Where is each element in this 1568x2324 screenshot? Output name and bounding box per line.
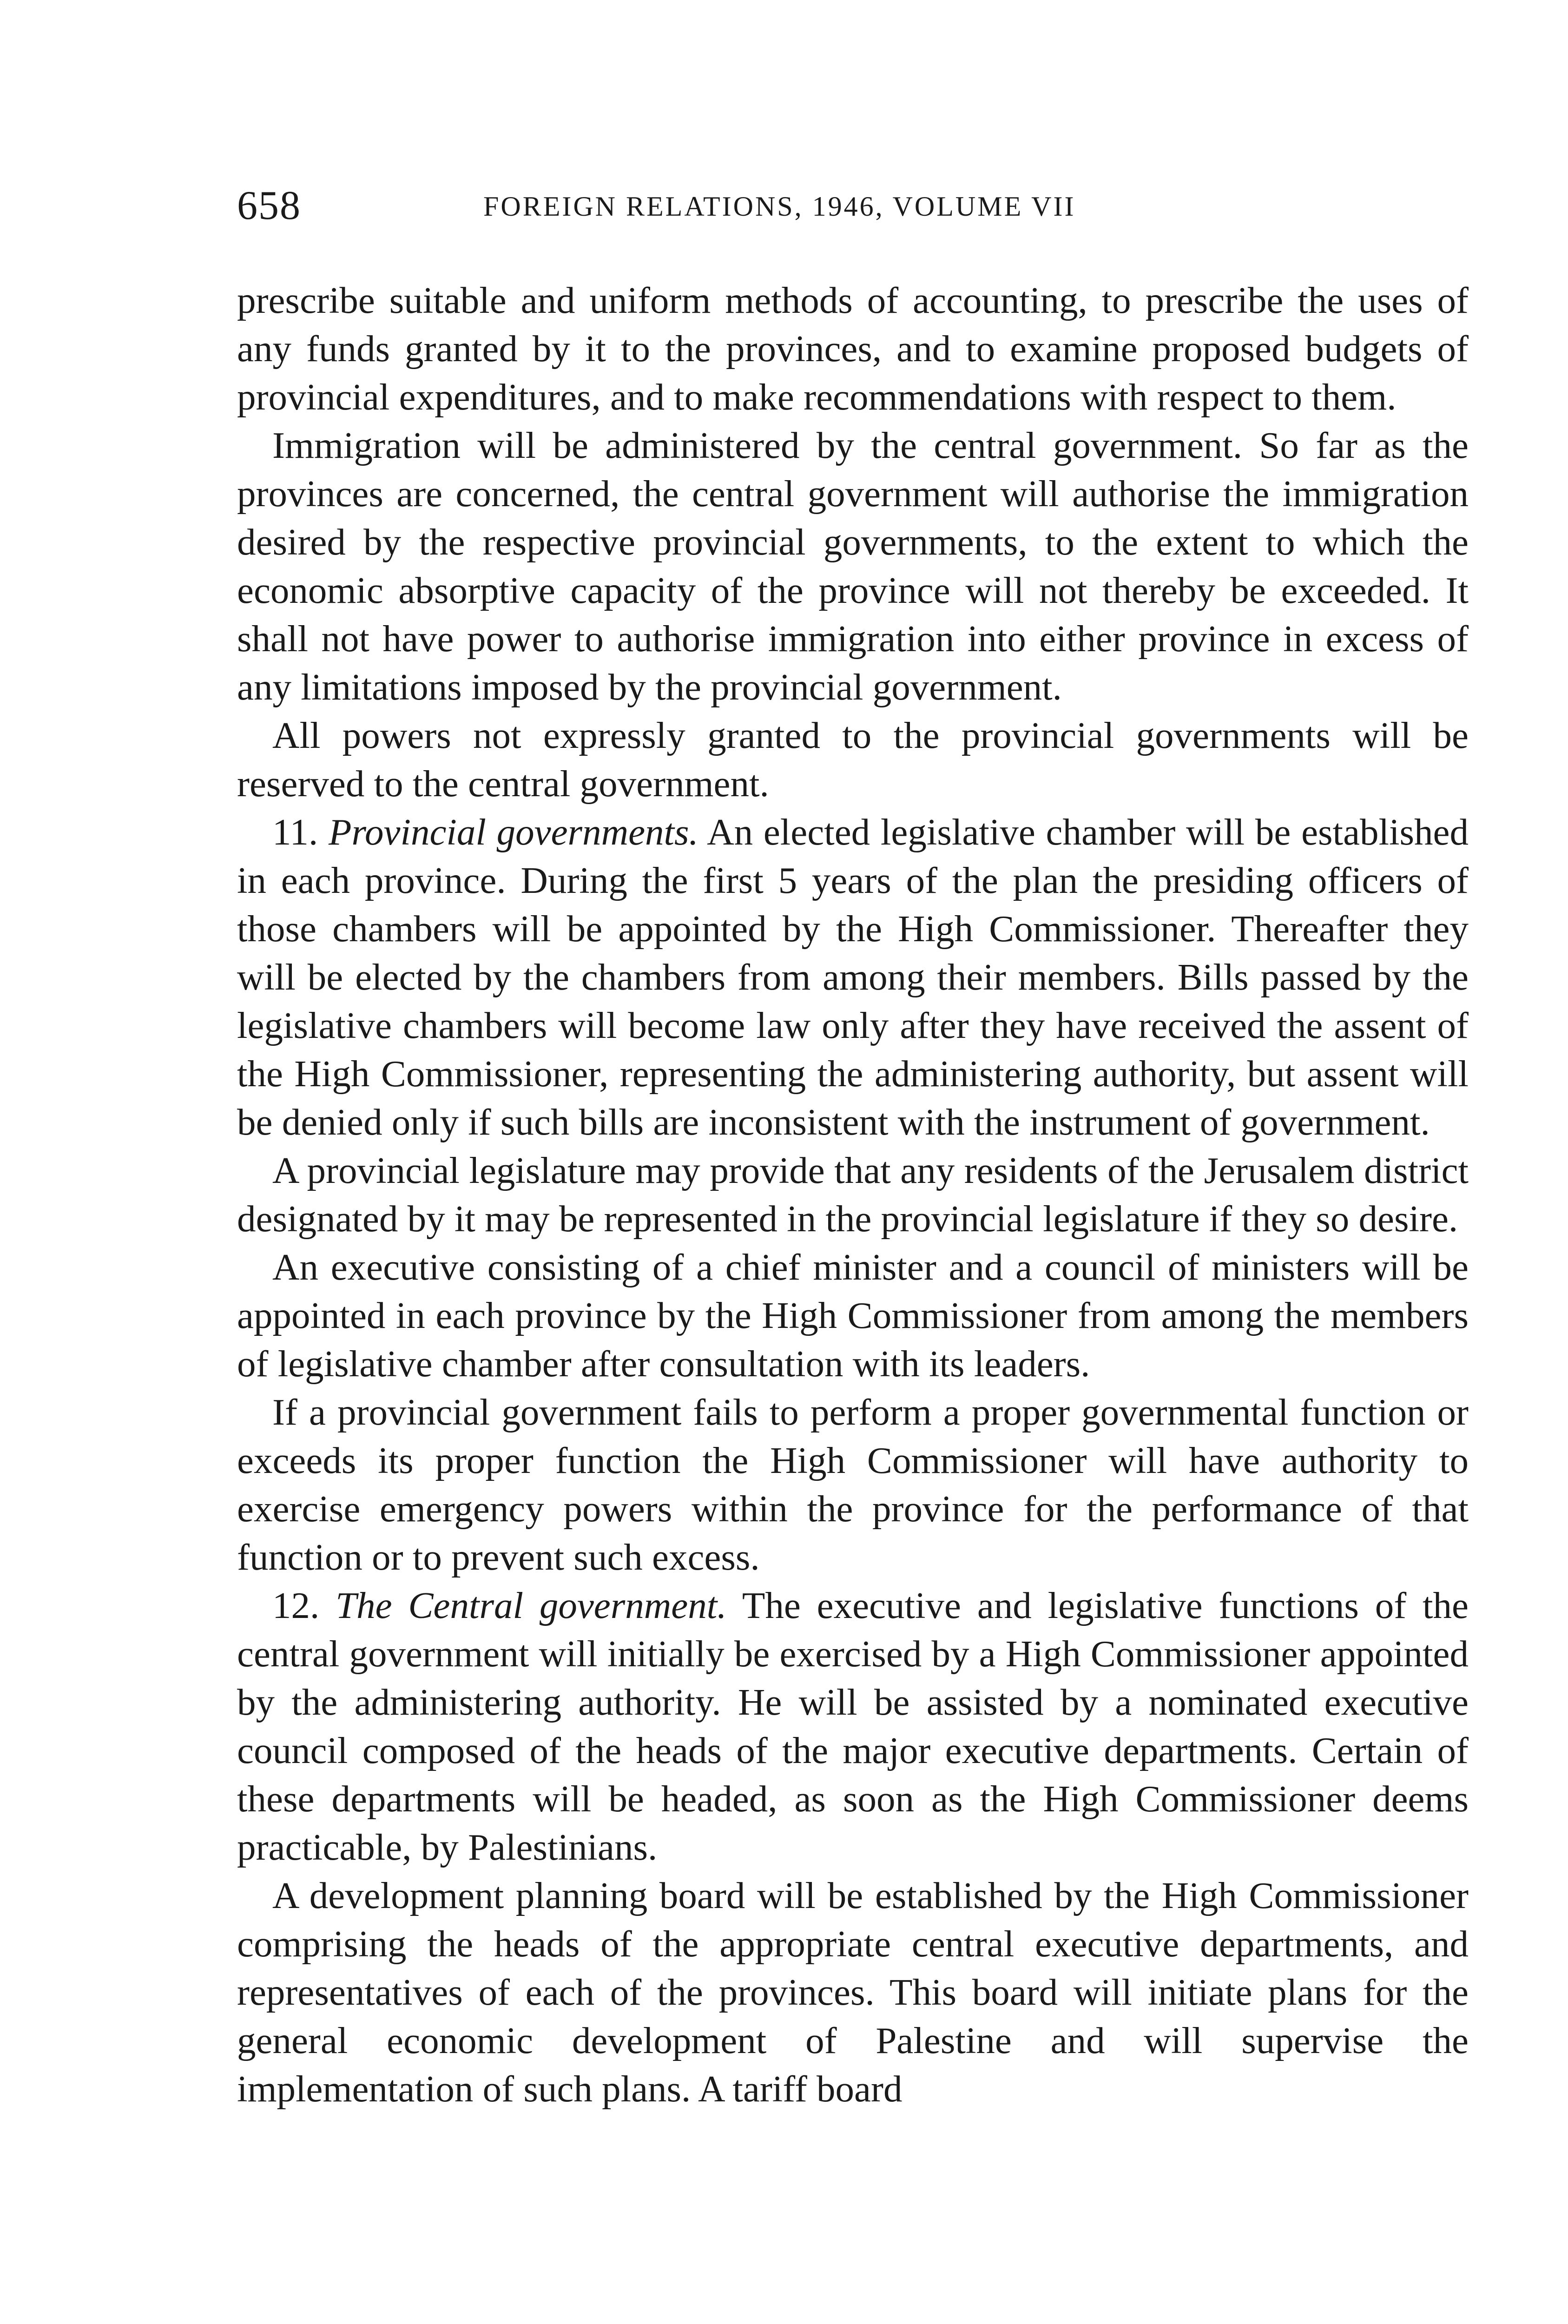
section-title: Provincial governments.	[329, 811, 698, 853]
paragraph-immigration	[237, 421, 1469, 711]
paragraph-executive	[237, 1243, 1469, 1388]
paragraph-text: An executive consisting of a chief minister and a council of ministers will be appointed in each province by the High Commissioner from among the members of legislative chamber after consultation with its leaders.	[237, 1246, 1469, 1385]
section-title: The Central government.	[336, 1585, 727, 1626]
paragraph-jerusalem-district	[237, 1146, 1469, 1243]
paragraph-planning-board	[237, 1871, 1469, 2113]
running-title: FOREIGN RELATIONS, 1946, VOLUME VII	[483, 191, 1076, 222]
paragraph-text: All powers not expressly granted to the provincial governments will be reserved to the central government.	[237, 714, 1469, 805]
page-number: 658	[237, 183, 301, 228]
paragraph-text: An elected legislative chamber will be established in each province. During the first 5 years of the plan the presiding officers of those chambers will be appointed by the High Commissioner. Thereafter they will be elected by the chambers from among their members. Bills passed by the legislative chambers will become law only after they have received the assent of the High Commissioner, representing the administering authority, but assent will be denied only if such bills are inconsistent with the instrument of government.	[237, 811, 1469, 1143]
body-text	[237, 276, 1469, 2113]
section-number: 12.	[272, 1585, 320, 1626]
paragraph-text: The executive and legislative functions of the central government will initially be exercised by a High Commissioner appointed by the administering authority. He will be assisted by a nominated executive council composed of the heads of the major executive departments. Certain of these departments will be headed, as soon as the High Commissioner deems practicable, by Palestinians.	[237, 1585, 1469, 1868]
section-12-paragraph	[237, 1581, 1469, 1871]
section-number: 11.	[272, 811, 318, 853]
paragraph-reserved-powers	[237, 711, 1469, 808]
running-head	[237, 180, 1469, 231]
paragraph-text: A provincial legislature may provide that any residents of the Jerusalem district designated by it may be represented in the provincial legislature if they so desire.	[237, 1149, 1469, 1240]
paragraph-text: Immigration will be administered by the central government. So far as the provinces are concerned, the central government will authorise the immigration desired by the respective provincial governments, to the extent to which the economic absorptive capacity of the province will not thereby be exceeded. It shall not have power to authorise immigration into either province in excess of any limitations imposed by the provincial government.	[237, 424, 1469, 708]
paragraph-text: prescribe suitable and uniform methods of accounting, to prescribe the uses of any funds granted by it to the provinces, and to examine proposed budgets of provincial expenditures, and to make recommendations with respect to them.	[237, 279, 1469, 418]
paragraph-text: A development planning board will be established by the High Commissioner comprising the heads of the appropriate central executive departments, and representatives of each of the provinces. This board will initiate plans for the general economic development of Palestine and will supervise the implementation of such plans. A tariff board	[237, 1875, 1469, 2110]
section-11-paragraph	[237, 808, 1469, 1146]
paragraph-continued	[237, 276, 1469, 421]
paragraph-text: If a provincial government fails to perform a proper governmental function or exceeds its proper function the High Commissioner will have authority to exercise emergency powers within the province for the performance of that function or to prevent such excess.	[237, 1391, 1469, 1578]
document-page	[237, 180, 1469, 2113]
paragraph-emergency-powers	[237, 1388, 1469, 1581]
